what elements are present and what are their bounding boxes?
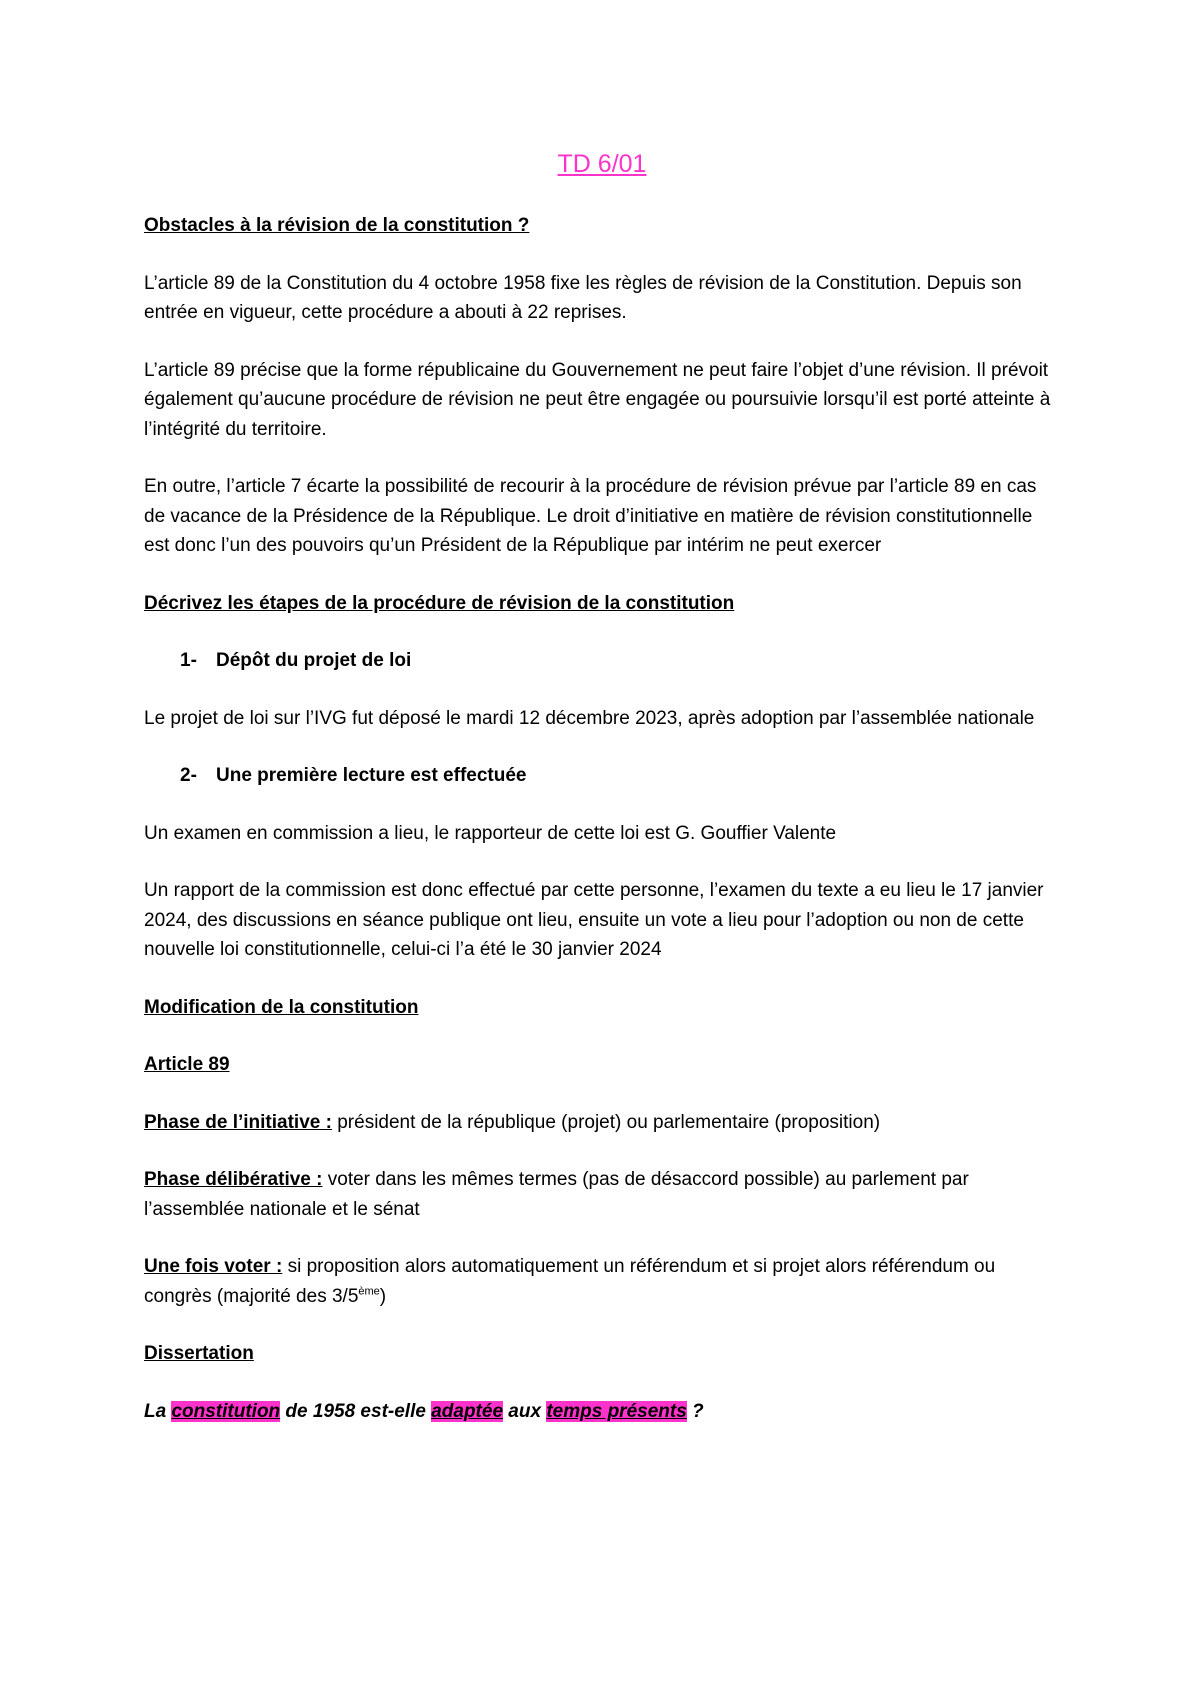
section-heading-modification: Modification de la constitution (144, 996, 419, 1018)
phase-text: président de la république (projet) ou parlementaire (proposition) (331, 1111, 881, 1133)
phase-initiative (144, 1108, 1060, 1138)
paragraph: Un examen en commission a lieu, le rapporteur de cette loi est G. Gouffier Valente (144, 822, 837, 844)
highlight: temps présents (546, 1400, 687, 1422)
step-label: Dépôt du projet de loi (216, 650, 412, 671)
question-text: de 1958 est-elle (280, 1400, 432, 1422)
step-number: 1- (180, 650, 197, 671)
paragraph: En outre, l’article 7 écarte la possibilité de recourir à la procédure de révision prévue par l’article 89 en cas de vacance de la Présidence de la République. Le droit d’initiative en matière de révision constitutionnelle est donc l’un des pouvoirs qu’un Président de la République par intérim ne peut exercer (144, 476, 1037, 556)
article-heading: Article 89 (144, 1054, 230, 1075)
phase-label: Phase délibérative : (144, 1169, 323, 1190)
section-heading-dissertation: Dissertation (144, 1343, 254, 1364)
phase-deliberative (144, 1165, 1060, 1224)
highlight: constitution (171, 1400, 281, 1422)
question-text: ? (686, 1400, 704, 1422)
phase-vote (144, 1252, 1060, 1311)
paragraph: L’article 89 précise que la forme républicaine du Gouvernement ne peut faire l’objet d’une révision. Il prévoit également qu’aucune procédure de révision ne peut être engagée ou poursuivie lorsqu’il est porté atteinte à l’intégrité du territoire. (144, 359, 1051, 440)
question-text: La (144, 1400, 172, 1422)
phase-label: Phase de l’initiative : (144, 1111, 332, 1133)
step-number: 2- (180, 765, 197, 786)
phase-text: si proposition alors automatiquement un référendum et si projet alors référendum ou congrès (majorité des 3/5 (144, 1256, 996, 1307)
section-heading-obstacles: Obstacles à la révision de la constitution ? (144, 215, 530, 236)
phase-label: Une fois voter : (144, 1256, 283, 1277)
paragraph: L’article 89 de la Constitution du 4 octobre 1958 fixe les règles de révision de la Constitution. Depuis son entrée en vigueur, cette procédure a abouti à 22 reprises. (144, 272, 1022, 323)
paragraph: Un rapport de la commission est donc effectué par cette personne, l’examen du texte a eu lieu le 17 janvier 2024, des discussions en séance publique ont lieu, ensuite un vote a lieu pour l’adoption ou non de cette nouvelle loi constitutionnelle, celui-ci l’a été le 30 janvier 2024 (144, 880, 1044, 960)
list-item-step-2 (144, 761, 1060, 791)
highlight: adaptée (431, 1400, 504, 1422)
question-text: aux (503, 1400, 547, 1422)
phase-text-end: ) (379, 1285, 387, 1307)
paragraph: Le projet de loi sur l’IVG fut déposé le mardi 12 décembre 2023, après adoption par l’assemblée nationale (144, 707, 1035, 729)
section-heading-etapes: Décrivez les étapes de la procédure de révision de la constitution (144, 592, 735, 614)
superscript: ème (358, 1285, 380, 1298)
page-title: TD 6/01 (557, 150, 647, 178)
list-item-step-1 (144, 646, 1060, 676)
dissertation-question (144, 1397, 1060, 1427)
phase-text: voter dans les mêmes termes (pas de désaccord possible) au parlement par l’assemblée nationale et le sénat (144, 1169, 969, 1220)
step-label: Une première lecture est effectuée (216, 765, 527, 786)
